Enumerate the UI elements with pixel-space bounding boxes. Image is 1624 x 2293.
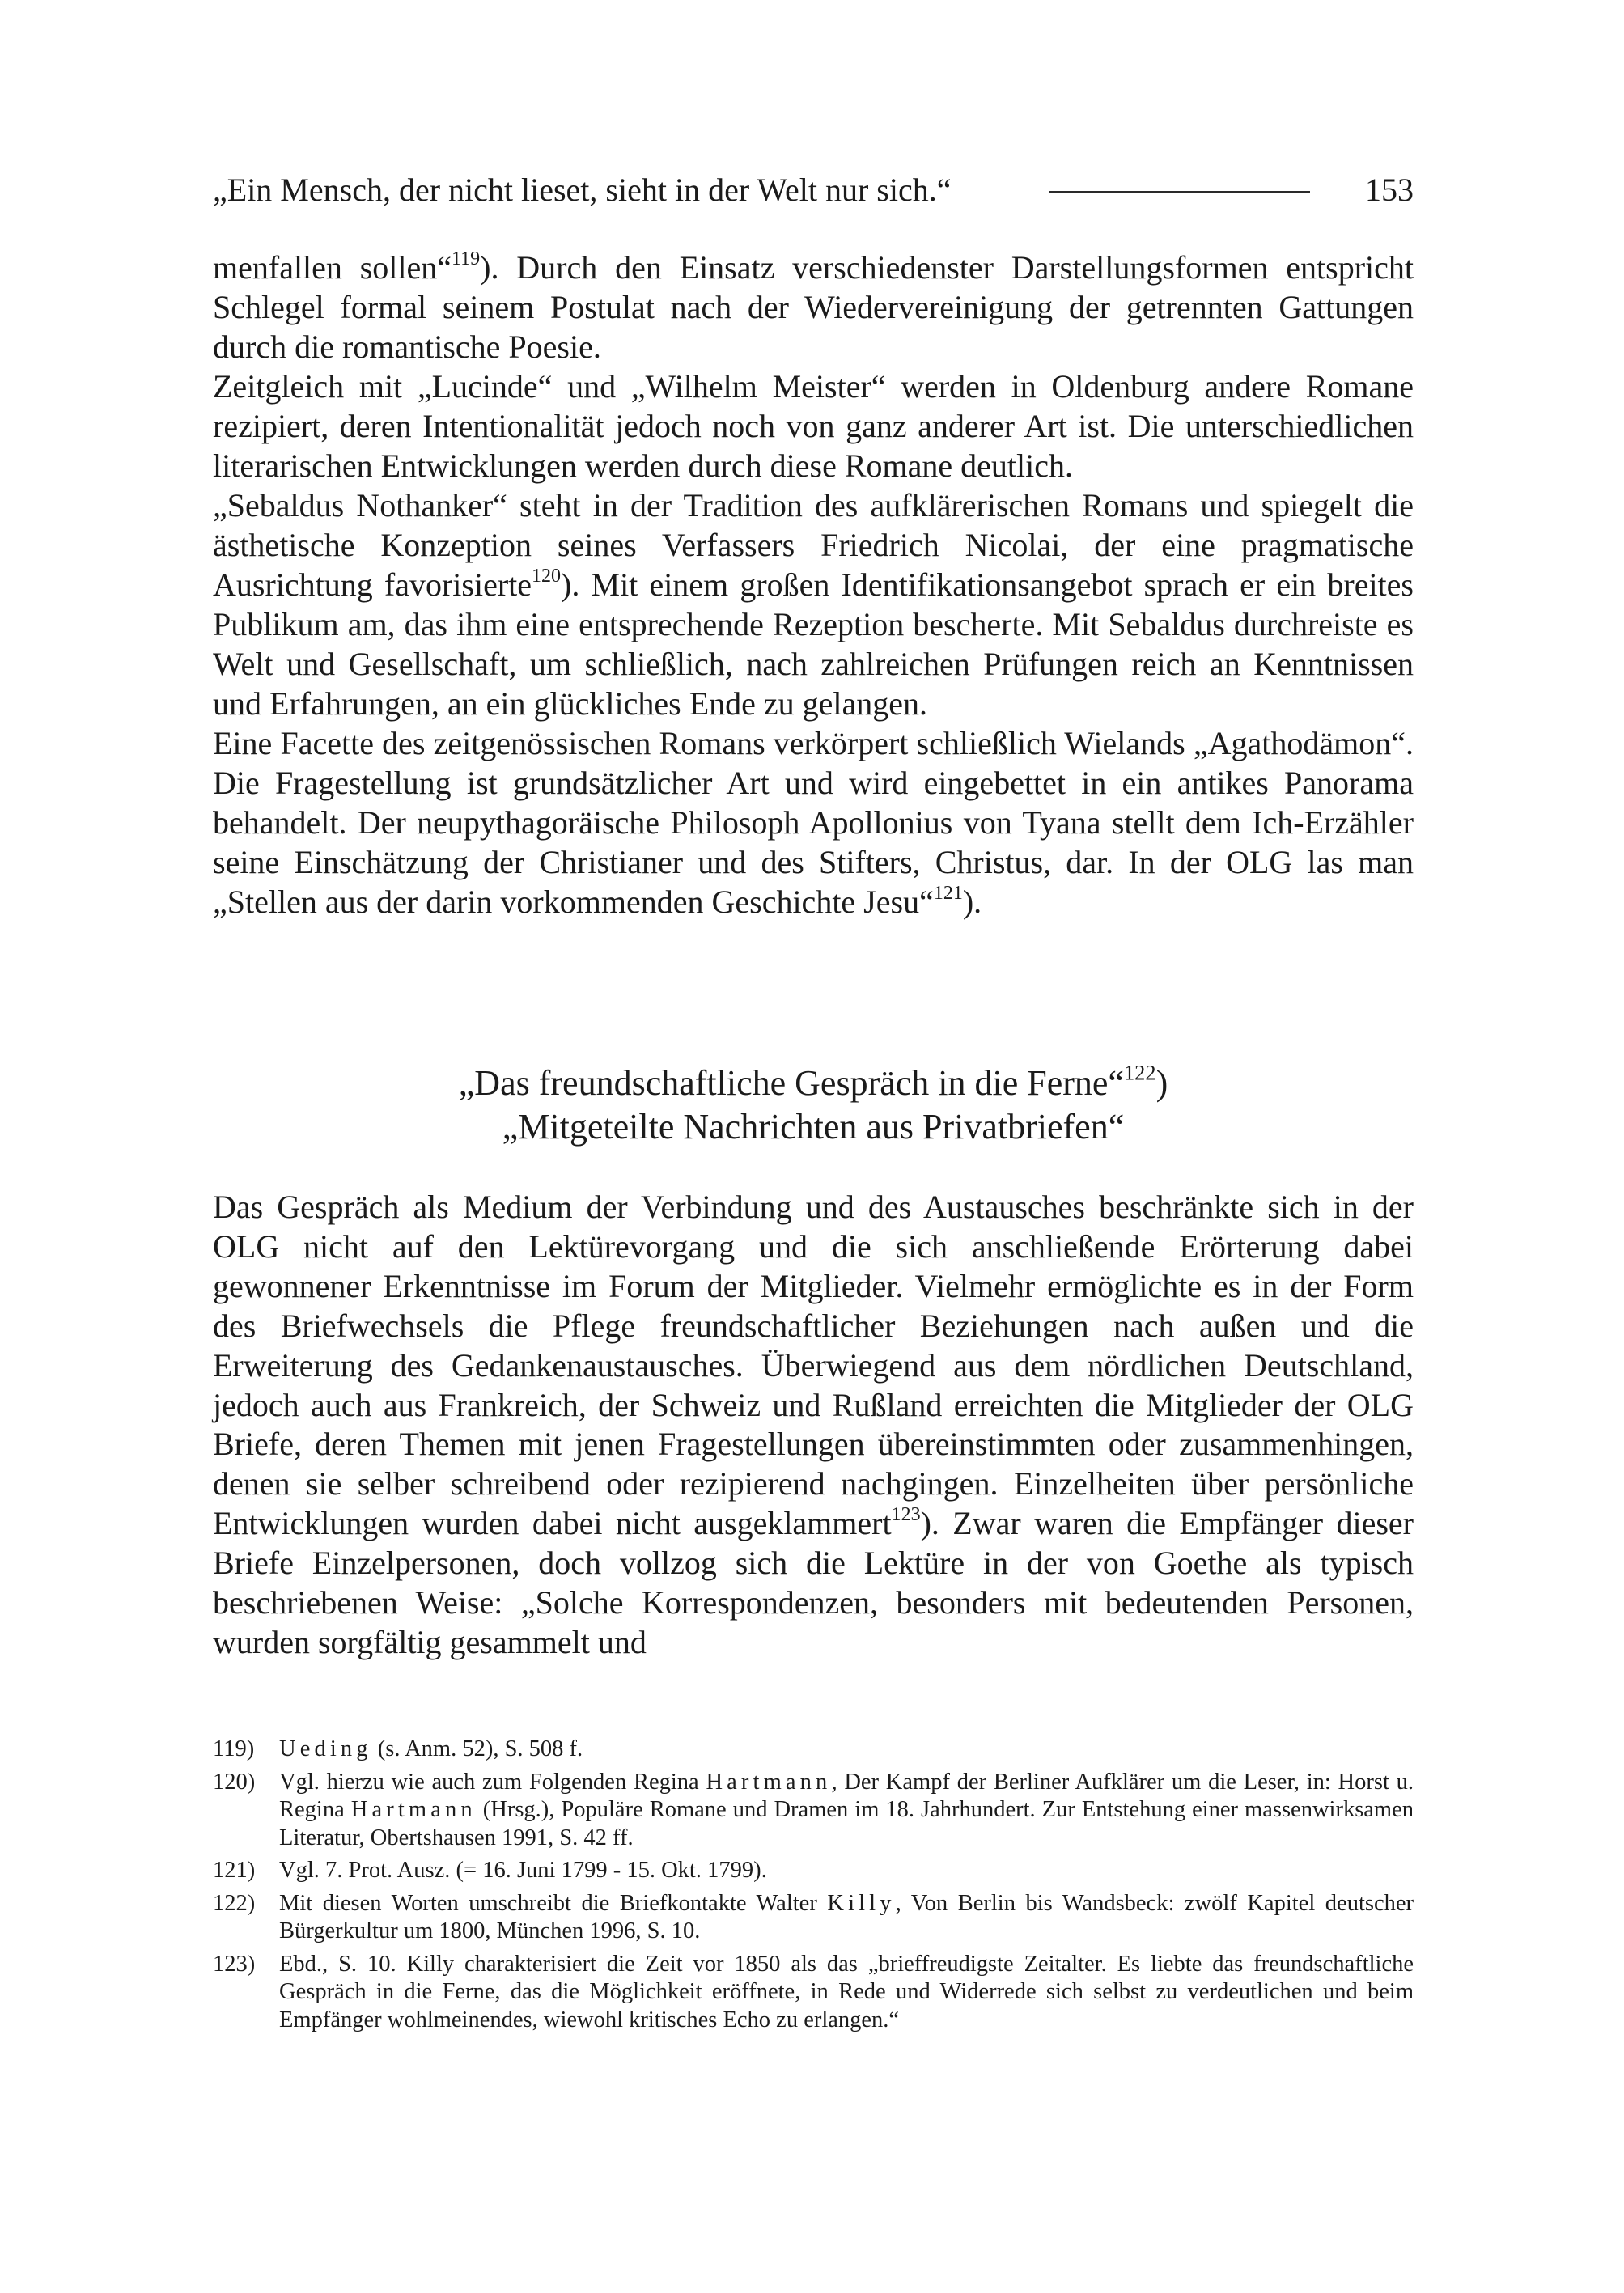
- paragraph-5: Das Gespräch als Medium der Verbindung und des Austausches beschränkte sich in der OLG nicht auf den Lektürevorgang und die sich anschließende Erörterung dabei gewonnener Erkenntnisse im Forum der Mitglieder. Vielmehr ermöglichte es in der Form des Briefwechsels die Pflege freundschaftlicher Beziehungen nach außen und die Erweiterung des Gedankenaustausches. Überwiegend aus dem nördlichen Deutschland, jedoch auch aus Frankreich, der Schweiz und Rußland erreichten die Mitglieder der OLG Briefe, deren Themen mit jenen Fragestellungen übereinstimmten oder zusammenhingen, denen sie selber schreibend oder rezipierend nachgingen. Einzelheiten über persönliche Entwicklungen wurden dabei nicht ausgeklammert$^{123}$). Zwar waren die Empfänger dieser Briefe Einzelpersonen, doch vollzog sich die Lektüre in der von Goethe als typisch beschriebenen Weise: „Solche Korrespondenzen, besonders mit bedeutenden Personen, wurden sorgfältig gesammelt und: [213, 1189, 1414, 1660]
- footnote-122: 122) Mit diesen Worten umschreibt die Briefkontakte Walter Killy, Von Berlin bis Wandsbeck: zwölf Kapitel deutscher Bürgerkultur um 1800, München 1996, S. 10.: [213, 1890, 1414, 1943]
- footnote-ref-119: 119: [452, 248, 481, 270]
- section-heading: [213, 1062, 1414, 1149]
- footnote-ref-122: 122: [1123, 1060, 1156, 1085]
- body-text-lower: [213, 1188, 1414, 1663]
- footnote-ref-121: 121: [933, 883, 963, 905]
- footnote-ref-123: 123: [891, 1504, 921, 1526]
- paragraph-1: menfallen sollen“$^{119}$). Durch den Einsatz verschiedenster Darstellungsformen entspricht Schlegel formal seinem Postulat nach der Wiedervereinigung der getrennten Gattungen durch die romantische Poesie.: [213, 248, 1414, 365]
- footnote-120: 120) Vgl. hierzu wie auch zum Folgenden Regina Hartmann, Der Kampf der Berliner Aufklärer um die Leser, in: Horst u. Regina Hartmann (Hrsg.), Populäre Romane und Dramen im 18. Jahrhundert. Zur Entstehung einer massenwirksamen Literatur, Obertshausen 1991, S. 42 ff.: [213, 1769, 1414, 1850]
- section-heading-line-1: „Das freundschaftliche Gespräch in die Ferne“$^{122}$): [458, 1060, 1168, 1103]
- footnote-number: 122): [213, 1890, 256, 1916]
- paragraph-2: Zeitgleich mit „Lucinde“ und „Wilhelm Meister“ werden in Oldenburg andere Romane rezipiert, deren Intentionalität jedoch noch von ganz anderer Art ist. Die unterschiedlichen literarischen Entwicklungen werden durch diese Romane deutlich.: [213, 368, 1414, 484]
- footnote-author: Hartmann: [706, 1769, 832, 1795]
- footnote-number: 120): [213, 1769, 256, 1795]
- footnote-ref-120: 120: [532, 566, 562, 587]
- running-head: [213, 166, 1414, 214]
- footnote-author: Killy: [827, 1890, 896, 1916]
- footnote-121: 121) Vgl. 7. Prot. Ausz. (= 16. Juni 1799 - 15. Okt. 1799).: [213, 1857, 1414, 1885]
- footnote-number: 119): [213, 1736, 255, 1761]
- running-head-title: „Ein Mensch, der nicht lieset, sieht in der Welt nur sich.“: [213, 172, 952, 208]
- paragraph-4: Eine Facette des zeitgenössischen Romans verkörpert schließlich Wielands „Agathodämon“. Die Fragestellung ist grundsätzlicher Art und wird eingebettet in ein antikes Panorama behandelt. Der neupythagoräische Philosoph Apollonius von Tyana stellt dem Ich-Erzähler seine Einschätzung der Christianer und des Stifters, Christus, dar. In der OLG las man „Stellen aus der darin vorkommenden Geschichte Jesu“$^{121}$).: [213, 725, 1414, 920]
- paragraph-3: „Sebaldus Nothanker“ steht in der Tradition des aufklärerischen Romans und spiegelt die ästhetische Konzeption seines Verfassers Friedrich Nicolai, der eine pragmatische Ausrichtung favorisierte$^{120}$). Mit einem großen Identifikationsangebot sprach er ein breites Publikum am, das ihm eine entsprechende Rezeption bescherte. Mit Sebaldus durchreiste es Welt und Gesellschaft, um schließlich, nach zahlreichen Prüfungen reich an Kenntnissen und Erfahrungen, an ein glückliches Ende zu gelangen.: [213, 487, 1414, 722]
- section-heading-line-2: „Mitgeteilte Nachrichten aus Privatbriefen“: [502, 1107, 1125, 1146]
- footnote-123: 123) Ebd., S. 10. Killy charakterisiert die Zeit vor 1850 als das „brieffreudigste Zeitalter. Es liebte das freundschaftliche Gespräch in die Ferne, das die Möglichkeit eröffnete, in Rede und Widerrede sich selbst zu verdeutlichen und beim Empfänger wohlmeinendes, wiewohl kritisches Echo zu erlangen.“: [213, 1951, 1414, 2032]
- footnote-author: Ueding: [279, 1736, 372, 1761]
- footnote-119: 119) Ueding (s. Anm. 52), S. 508 f.: [213, 1736, 1414, 1764]
- body-text-upper: [213, 248, 1414, 922]
- footnote-author: Hartmann: [350, 1797, 477, 1822]
- footnote-number: 123): [213, 1951, 256, 1977]
- footnotes: [213, 1736, 1414, 2039]
- running-head-rule: [1049, 191, 1310, 193]
- footnote-number: 121): [213, 1858, 256, 1883]
- page-number: 153: [1365, 172, 1414, 208]
